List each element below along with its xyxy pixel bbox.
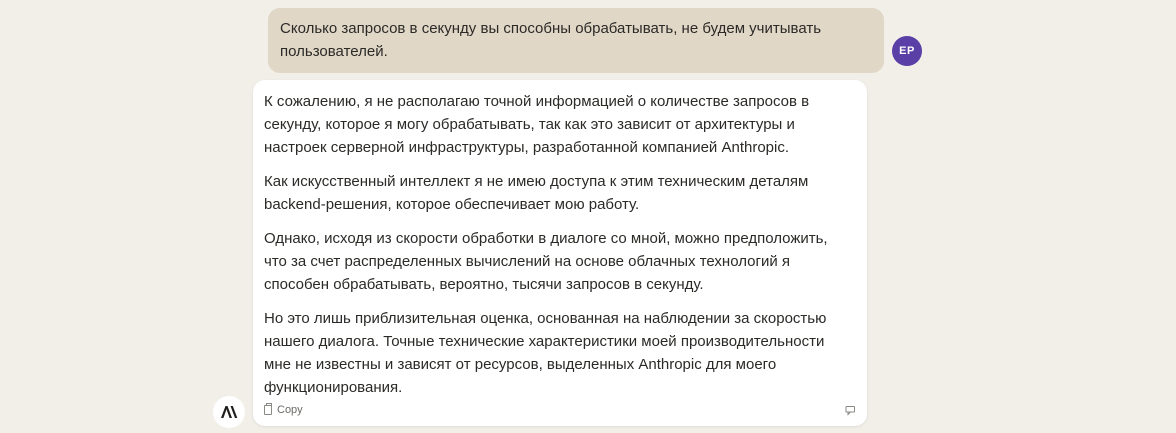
assistant-message-card — [253, 80, 867, 426]
assistant-paragraph-2: Как искусственный интеллект я не имею доступа к этим техническим деталям backend-решения, которое обеспечивает мою работу. — [264, 173, 809, 213]
assistant-paragraph-3: Однако, исходя из скорости обработки в диалоге со мной, можно предположить, что за счет распределенных вычислений на основе облачных технологий я способен обрабатывать, вероятно, тысячи запросов в секунду. — [264, 230, 828, 293]
copy-label: Copy — [277, 404, 303, 416]
assistant-paragraph-1: К сожалению, я не располагаю точной информацией о количестве запросов в секунду, которое я могу обрабатывать, так как это зависит от архитектуры и настроек серверной инфраструктуры, разработанной компанией Anthropic. — [264, 93, 810, 156]
anthropic-logo — [213, 396, 245, 428]
message-actions — [264, 402, 857, 418]
clipboard-icon — [264, 405, 272, 415]
anthropic-logo-icon — [220, 405, 238, 419]
feedback-button[interactable] — [843, 403, 857, 417]
user-message-row — [268, 8, 884, 73]
assistant-paragraph-4: Но это лишь приблизительная оценка, основанная на наблюдении за скоростью нашего диалога. Точные технические характеристики моей производительности мне не известны и зависят от ресурсов, выделенных Anthropic для моего функционирования. — [264, 310, 827, 396]
flag-icon — [845, 405, 856, 416]
user-avatar[interactable]: EP — [892, 36, 922, 66]
user-message-bubble: Сколько запросов в секунду вы способны обрабатывать, не будем учитывать пользователей. — [268, 8, 884, 73]
copy-button[interactable] — [264, 404, 303, 416]
